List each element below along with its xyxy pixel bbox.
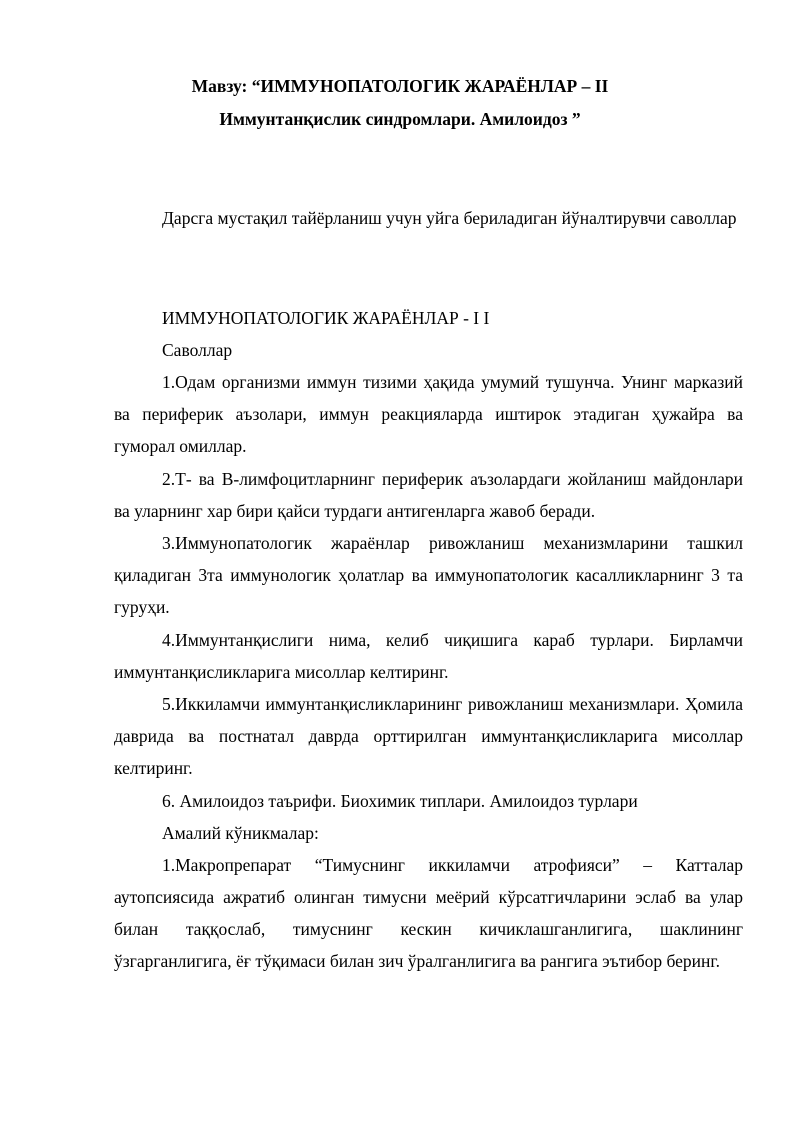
skill-1: 1.Макропрепарат “Тимуснинг иккиламчи атрофияси” – Катталар аутопсиясида ажратиб олинган тимусни меёрий кўрсатгичларини эслаб ва улар билан таққослаб, тимуснинг кескин кичиклашганлигига, шаклининг ўзгарганлигига, ёғ тўқимаси билан зич ўралганлигига ва рангига эътибор беринг. bbox=[114, 855, 743, 971]
questions-label: Саволлар bbox=[162, 340, 233, 360]
skills-label: Амалий кўникмалар: bbox=[162, 823, 319, 843]
question-4: 4.Иммунтанқислиги нима, келиб чиқишига караб турлари. Бирламчи иммунтанқисликларига мисоллар келтиринг. bbox=[114, 630, 743, 682]
document-subtitle: Иммунтанқислик синдромлари. Амилоидоз ” bbox=[219, 109, 581, 129]
question-1: 1.Одам организми иммун тизими ҳақида умумий тушунча. Унинг марказий ва периферик аъзолари, иммун реакцияларда иштирок этадиган ҳужайра ва гуморал омиллар. bbox=[114, 372, 743, 456]
question-6: 6. Амилоидоз таърифи. Биохимик типлари. Амилоидоз турлари bbox=[162, 791, 638, 811]
section-heading: ИММУНОПАТОЛОГИК ЖАРАЁНЛАР - I I bbox=[162, 308, 490, 328]
intro-paragraph: Дарсга мустақил тайёрланиш учун уйга бериладиган йўналтирувчи саволлар bbox=[162, 208, 737, 228]
question-2: 2.Т- ва В-лимфоцитларнинг периферик аъзолардаги жойланиш майдонлари ва уларнинг хар бири қайси турдаги антигенларга жавоб беради. bbox=[114, 469, 743, 521]
document-title: Мавзу: “ИММУНОПАТОЛОГИК ЖАРАЁНЛАР – II bbox=[191, 76, 609, 96]
question-5: 5.Иккиламчи иммунтанқисликларининг ривожланиш механизмлари. Ҳомила даврида ва постнатал даврда орттирилган иммунтанқисликларига мисоллар келтиринг. bbox=[114, 694, 743, 778]
question-3: 3.Иммунопатологик жараёнлар ривожланиш механизмларини ташкил қиладиган 3та иммунологик ҳолатлар ва иммунопатологик касалликларнинг 3 та гуруҳи. bbox=[114, 533, 743, 617]
